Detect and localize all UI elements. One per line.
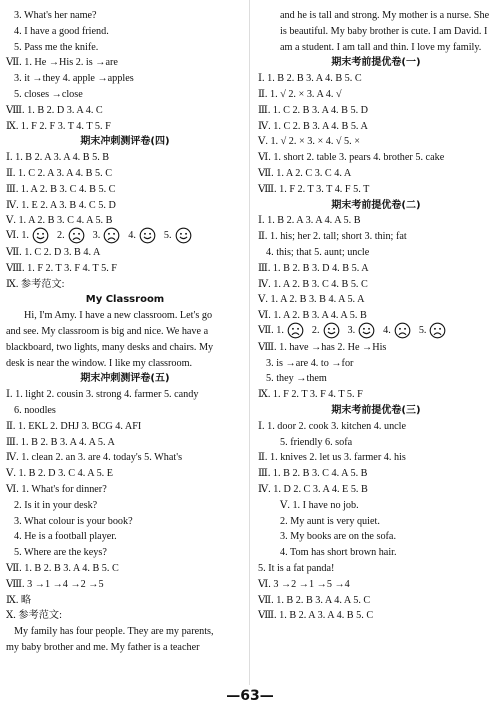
answer-line: Ⅸ. 1. F 2. T 3. F 4. T 5. F xyxy=(258,389,363,401)
answer-line: am a student. I am tall and thin. I love my family. xyxy=(280,41,482,53)
answer-line: Ⅲ. 1. A 2. B 3. C 4. B 5. C xyxy=(6,183,116,195)
answer-line: is beautiful. My baby brother is cute. I am David. I xyxy=(280,25,488,37)
answer-line: Ⅲ. 1. B 2. B 3. A 4. A 5. A xyxy=(6,436,115,448)
answer-line: 3. My books are on the sofa. xyxy=(280,531,397,543)
section-heading: 期末冲刺测评卷(五) xyxy=(80,373,170,385)
answer-line: Ⅴ. 1. √ 2. × 3. × 4. √ 5. × xyxy=(258,136,360,148)
answer-line: Ⅸ. 略 xyxy=(6,594,32,606)
answer-line: 5. It is a fat panda! xyxy=(258,563,335,574)
answer-number: Ⅶ. 1. xyxy=(258,324,284,336)
sad-face-icon xyxy=(429,322,446,339)
answer-number: 3. xyxy=(92,230,101,242)
answer-line: 3. it →they 4. apple →apples xyxy=(14,73,134,85)
answer-line: Ⅰ. 1. B 2. A 3. A 4. A 5. B xyxy=(258,215,361,227)
answer-line: Ⅶ. 1. B 2. B 3. A 4. A 5. C xyxy=(258,594,371,606)
answer-line: Ⅷ. 1. F 2. T 3. T 4. F 5. T xyxy=(258,183,370,195)
answer-line: Hi, I'm Amy. I have a new classroom. Let's go xyxy=(24,310,213,322)
answer-line: 3. is →are 4. to →for xyxy=(266,357,354,369)
answer-number: 3. xyxy=(347,324,356,336)
answer-line: 2. My aunt is very quiet. xyxy=(280,515,380,527)
section-heading: 期末冲刺测评卷(四) xyxy=(80,136,170,148)
answer-line: Ⅷ. 1. F 2. T 3. F 4. T 5. F xyxy=(6,262,117,274)
answer-line: and see. My classroom is big and nice. We have a xyxy=(6,326,209,337)
answer-line: Ⅵ. 1. short 2. table 3. pears 4. brother 5. cake xyxy=(258,152,445,164)
answer-number: 4. xyxy=(383,324,391,336)
answer-line: 5. Where are the keys? xyxy=(14,547,107,559)
smiley-face-icon xyxy=(323,322,340,339)
answer-line: 3. What's her name? xyxy=(14,10,97,21)
answer-line: Ⅳ. 1. D 2. C 3. A 4. E 5. B xyxy=(258,484,368,495)
answer-line: 5. friendly 6. sofa xyxy=(280,436,353,448)
answer-line: Ⅰ. 1. light 2. cousin 3. strong 4. farmer 5. candy xyxy=(6,389,199,401)
section-heading: 期末考前提优卷(三) xyxy=(331,405,421,416)
section-heading: My Classroom xyxy=(85,294,165,306)
answer-number: Ⅵ. 1. xyxy=(6,230,29,242)
answer-line: 4. I have a good friend. xyxy=(14,25,109,37)
answer-line: Ⅶ. 1. A 2. C 3. C 4. A xyxy=(258,168,352,179)
answer-line: Ⅱ. 1. EKL 2. DHJ 3. BCG 4. AFI xyxy=(6,420,142,432)
answer-line: Ⅱ. 1. √ 2. × 3. A 4. √ xyxy=(258,89,342,100)
answer-line: Ⅲ. 1. C 2. B 3. A 4. B 5. D xyxy=(258,104,369,116)
section-heading: 期末考前提优卷(二) xyxy=(331,199,421,211)
answer-number: 5. xyxy=(418,324,427,336)
answer-line: Ⅹ. 参考范文: xyxy=(6,610,62,622)
answer-line: Ⅴ. 1. A 2. B 3. B 4. A 5. A xyxy=(258,294,365,306)
answer-line: 5. Pass me the knife. xyxy=(14,41,99,53)
answer-line: Ⅰ. 1. B 2. A 3. A 4. B 5. B xyxy=(6,152,110,164)
smiley-face-icon xyxy=(32,227,49,244)
answer-line: Ⅱ. 1. C 2. A 3. A 4. B 5. C xyxy=(6,168,112,179)
answer-line: Ⅲ. 1. B 2. B 3. D 4. B 5. A xyxy=(258,262,369,274)
answer-line: Ⅳ. 1. clean 2. an 3. are 4. today's 5. What's xyxy=(6,452,183,464)
answer-line: Ⅲ. 1. B 2. B 3. C 4. A 5. B xyxy=(258,468,368,480)
answer-line: Ⅳ. 1. C 2. B 3. A 4. B 5. A xyxy=(258,120,368,132)
section-heading: 期末考前提优卷(一) xyxy=(331,57,421,69)
column-divider xyxy=(249,0,250,685)
answer-line: 4. He is a football player. xyxy=(14,531,117,543)
answer-line: Ⅷ. 3 →1 →4 →2 →5 xyxy=(6,578,104,590)
faces-answer-row xyxy=(258,322,446,339)
answer-line: Ⅱ. 1. knives 2. let us 3. farmer 4. his xyxy=(258,452,406,464)
smiley-face-icon xyxy=(139,227,156,244)
smiley-face-icon xyxy=(175,227,192,244)
answer-line: Ⅷ. 1. have →has 2. He →His xyxy=(258,341,387,353)
sad-face-icon xyxy=(68,227,85,244)
answer-line: Ⅶ. 1. B 2. B 3. A 4. B 5. C xyxy=(6,563,119,574)
answer-line: Ⅰ. 1. B 2. B 3. A 4. B 5. C xyxy=(258,73,362,85)
answer-line: Ⅵ. 1. What's for dinner? xyxy=(6,484,107,495)
sad-face-icon xyxy=(287,322,304,339)
answer-line: Ⅱ. 1. his; her 2. tall; short 3. thin; fat xyxy=(258,231,407,243)
answer-number: 2. xyxy=(311,324,320,336)
answer-line: blackboard, two lights, many desks and chairs. My xyxy=(6,341,214,353)
answer-line: Ⅶ. 1. He →His 2. is →are xyxy=(6,57,118,69)
answer-line: Ⅸ. 参考范文: xyxy=(6,278,65,290)
faces-answer-row xyxy=(6,227,192,244)
sad-face-icon xyxy=(103,227,120,244)
answer-number: 4. xyxy=(128,230,136,242)
answer-number: 2. xyxy=(56,230,65,242)
smiley-face-icon xyxy=(358,322,375,339)
answer-line: Ⅸ. 1. F 2. F 3. T 4. T 5. F xyxy=(6,120,111,132)
answer-line: Ⅳ. 1. E 2. A 3. B 4. C 5. D xyxy=(6,199,116,211)
answer-line: My family has four people. They are my parents, xyxy=(14,626,214,638)
answer-line: Ⅷ. 1. B 2. A 3. A 4. B 5. C xyxy=(258,610,374,622)
sad-face-icon xyxy=(394,322,411,339)
answer-line: Ⅴ. 1. I have no job. xyxy=(280,499,359,511)
answer-line: 6. noodles xyxy=(14,405,56,416)
answer-line: 2. Is it in your desk? xyxy=(14,499,98,511)
answer-line: Ⅶ. 1. C 2. D 3. B 4. A xyxy=(6,247,101,258)
answer-line: 4. this; that 5. aunt; uncle xyxy=(266,247,370,258)
answer-line: Ⅴ. 1. A 2. B 3. C 4. A 5. B xyxy=(6,215,113,227)
answer-line: Ⅵ. 3 →2 →1 →5 →4 xyxy=(258,578,350,590)
answer-number: 5. xyxy=(163,230,172,242)
answer-line: and he is tall and strong. My mother is a nurse. She xyxy=(280,10,490,21)
answer-line: Ⅷ. 1. B 2. D 3. A 4. C xyxy=(6,104,103,116)
answer-line: 5. closes →close xyxy=(14,89,83,100)
answer-line: Ⅴ. 1. B 2. D 3. C 4. A 5. E xyxy=(6,468,113,480)
answer-line: 3. What colour is your book? xyxy=(14,515,133,527)
answer-line: desk is near the window. I like my classroom. xyxy=(6,357,193,369)
answer-line: Ⅳ. 1. A 2. B 3. C 4. B 5. C xyxy=(258,278,368,290)
answer-line: 4. Tom has short brown hair. xyxy=(280,547,397,559)
answer-line: 5. they →them xyxy=(266,373,327,385)
answer-line: Ⅵ. 1. A 2. B 3. A 4. A 5. B xyxy=(258,310,367,322)
page-number: —63— xyxy=(226,688,274,704)
answer-line: my baby brother and me. My father is a teacher xyxy=(6,642,200,653)
answer-line: Ⅰ. 1. door 2. cook 3. kitchen 4. uncle xyxy=(258,420,407,432)
